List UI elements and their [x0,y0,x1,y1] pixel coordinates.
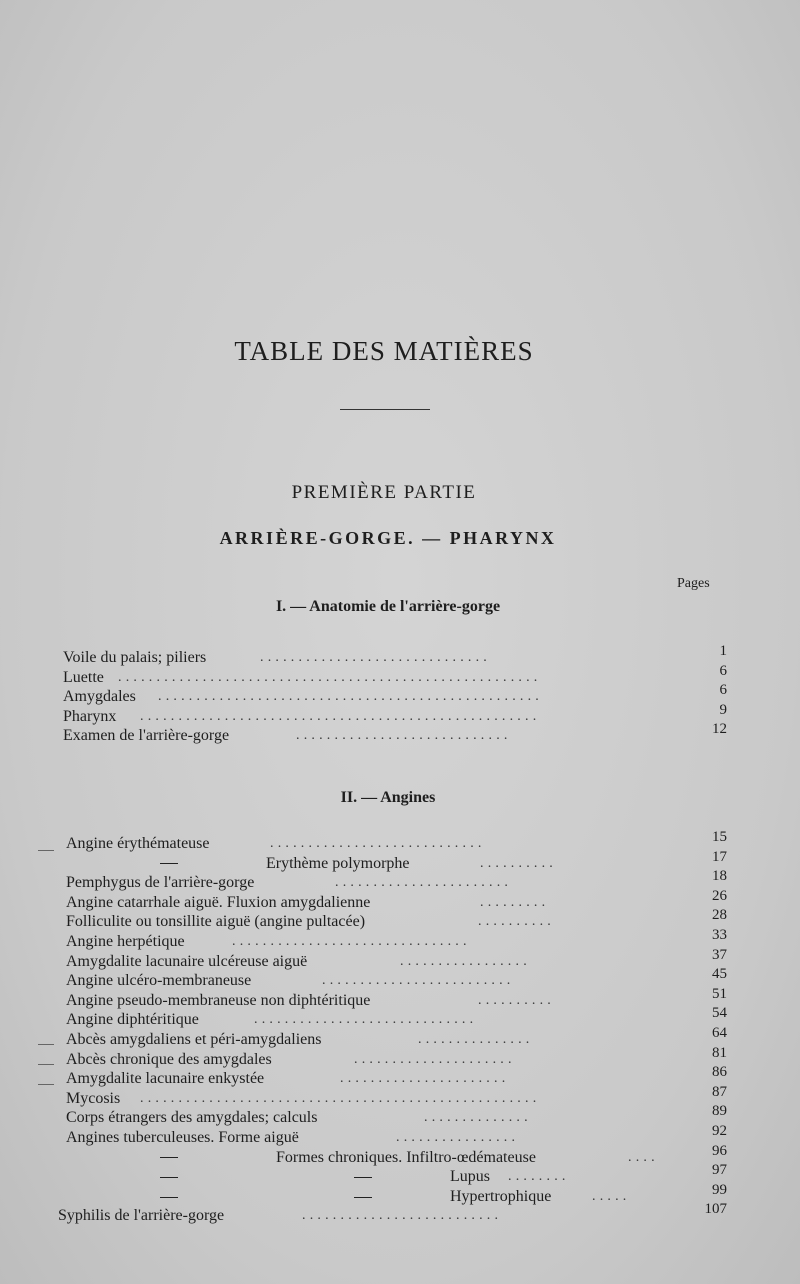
toc-entry [0,1162,800,1187]
toc-entry-page: 99 [712,1181,727,1198]
dot-leader: ............................ [270,836,486,851]
toc-list-anatomie [0,643,800,746]
toc-entry-label: Mycosis [66,1089,121,1107]
toc-entry-label: Examen de l'arrière-gorge [63,727,230,745]
toc-entry-page: 15 [712,829,727,845]
dot-leader: ..................... [354,1051,516,1067]
toc-entry-label: Folliculite ou tonsillite aiguë (angine pultacée) [66,913,366,931]
toc-entry-page: 86 [712,1064,727,1081]
toc-entry-label: Pharynx [63,707,117,725]
dot-leader: ....................... [335,875,513,891]
toc-entry-page: 87 [712,1083,727,1100]
dot-leader: .................................................... [140,708,541,724]
toc-entry [0,966,800,991]
page-title: TABLE DES MATIÈRES [234,336,534,366]
toc-entry [0,1024,800,1050]
toc-entry-page: 6 [719,682,727,699]
toc-entry-label: Angine diphtéritique [66,1011,199,1029]
toc-entry-ditto-dash [160,1148,178,1168]
toc-entry-label: Angine érythémateuse [66,835,210,852]
toc-entry-label: Formes chroniques. Infiltro-œdémateuse [276,1148,536,1166]
toc-entry-ditto-dash [160,1167,178,1187]
toc-entry [0,926,800,952]
dot-leader: .......... [478,992,555,1008]
toc-entry-ditto-dash [160,854,178,874]
dot-leader: ................ [396,1129,520,1145]
dot-leader: .............. [424,1110,532,1126]
toc-entry [0,985,800,1011]
dot-leader: ................. [400,953,531,969]
toc-entry-label: Luette [63,668,104,686]
toc-entry-label: Hypertrophique [450,1187,552,1205]
toc-entry-label: Erythème polymorphe [266,854,410,872]
toc-entry [0,887,800,913]
toc-entry [0,721,800,746]
toc-entry-ditto-dash [354,1187,372,1207]
toc-entry [0,1044,800,1070]
dot-leader: .......... [480,855,557,871]
toc-entry-label: Angine herpétique [66,932,185,950]
toc-entry-label: Pemphygus de l'arrière-gorge [66,874,255,892]
toc-entry-page: 92 [712,1122,727,1139]
toc-entry-page: 54 [712,1005,727,1022]
dot-leader: ......................... [322,973,515,989]
toc-entry-page: 6 [719,662,727,679]
toc-entry [0,1181,800,1207]
toc-entry-ditto-dash [160,1187,178,1207]
toc-entry-label: Amygdales [63,688,136,706]
toc-entry-page: 17 [712,848,727,865]
toc-entry [0,829,800,854]
toc-entry [0,1064,800,1089]
dot-leader: ....................................................... [118,669,542,685]
toc-entry [0,1103,800,1128]
toc-entry [0,701,800,727]
toc-entry-ditto-dash [354,1167,372,1187]
dot-leader: ............................ [296,728,512,744]
toc-entry-page: 28 [712,907,727,924]
toc-entry-label: Abcès chronique des amygdales [66,1050,272,1068]
toc-entry [0,682,800,707]
toc-entry-page: 33 [712,926,727,943]
part-heading: PREMIÈRE PARTIE [291,482,477,503]
toc-entry [0,868,800,893]
toc-entry-page: 37 [712,946,727,963]
toc-entry [0,662,800,688]
part-subtitle: ARRIÈRE-GORGE. — PHARYNX [219,528,557,548]
dot-leader: ..... [592,1188,631,1204]
section-heading-anatomie: I. — Anatomie de l'arrière-gorge [275,598,501,615]
toc-entry [0,1083,800,1109]
toc-entry-label: Amygdalite lacunaire enkystée [66,1070,265,1088]
dot-leader: .................................................. [158,689,543,705]
dot-leader: ......... [480,894,550,910]
toc-entry [0,1142,800,1168]
dot-leader: .......... [478,914,555,930]
dot-leader: ............................. [254,1012,478,1028]
toc-entry [0,907,800,932]
dot-leader: .... [628,1149,659,1165]
title-divider [340,409,430,410]
toc-entry [0,848,800,874]
toc-entry-page: 96 [712,1142,727,1159]
toc-entry-page: 51 [712,985,727,1002]
toc-list-angines [0,829,800,1226]
dot-leader: .............................. [260,650,491,665]
pages-column-label: Pages [677,576,710,591]
toc-entry-label: Angine catarrhale aiguë. Fluxion amygdalienne [66,893,371,911]
toc-entry [0,1201,800,1226]
toc-entry-label: Syphilis de l'arrière-gorge [58,1207,225,1225]
toc-entry-label: Lupus [450,1168,490,1186]
section-heading-angines: II. — Angines [340,789,436,806]
toc-entry-page: 89 [712,1103,727,1120]
dot-leader: ............................... [232,933,471,949]
toc-entry-label: Abcès amygdaliens et péri-amygdaliens [66,1030,322,1048]
toc-entry [0,1005,800,1030]
toc-entry-label: Angine pseudo-membraneuse non diphtéritique [66,991,371,1009]
toc-entry-label: Angine ulcéro-membraneuse [66,972,252,990]
toc-entry-page: 107 [704,1201,727,1218]
toc-entry-page: 97 [712,1162,727,1179]
margin-mark [38,850,54,851]
dot-leader: ...................... [340,1071,510,1087]
toc-entry-page: 45 [712,966,727,983]
toc-entry-page: 81 [712,1044,727,1061]
toc-entry-label: Corps étrangers des amygdales; calculs [66,1109,318,1127]
toc-entry [0,643,800,668]
toc-entry-label: Voile du palais; piliers [63,649,207,666]
dot-leader: ............... [418,1031,534,1047]
margin-mark [38,1084,54,1085]
toc-entry-page: 1 [719,643,727,659]
toc-entry-page: 18 [712,868,727,885]
margin-mark [38,1064,54,1065]
dot-leader: .................................................... [140,1090,541,1106]
toc-entry [0,1122,800,1148]
toc-entry-page: 9 [719,701,727,718]
dot-leader: .......................... [302,1208,503,1224]
toc-entry-page: 64 [712,1024,727,1041]
dot-leader: ........ [508,1169,570,1185]
toc-entry [0,946,800,972]
toc-entry-page: 12 [712,721,727,738]
margin-mark [38,1044,54,1045]
toc-entry-label: Angines tuberculeuses. Forme aiguë [66,1128,299,1146]
toc-entry-page: 26 [712,887,727,904]
toc-entry-label: Amygdalite lacunaire ulcéreuse aiguë [66,952,308,970]
